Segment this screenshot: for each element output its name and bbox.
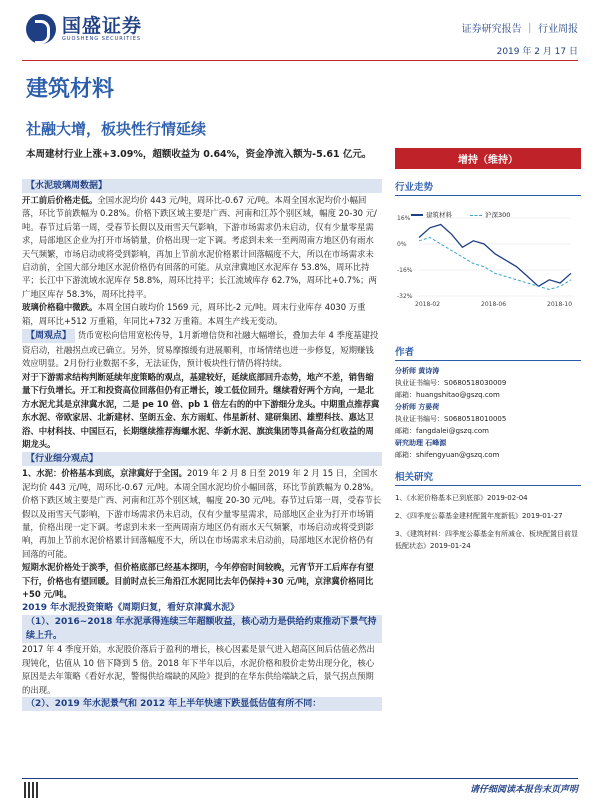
logo-icon	[26, 14, 56, 44]
footer-disclaimer: 请仔细阅读本报告末页声明	[469, 785, 578, 795]
y-tick-label: 16%	[397, 215, 411, 222]
related-list	[395, 492, 581, 552]
strategy-title: 2019 年水泥投资策略《周期归复，看好京津冀水泥》	[22, 603, 240, 614]
report-type: 证券研究报告 ｜ 行业周报	[461, 24, 578, 35]
main-content	[22, 178, 382, 711]
paragraph-weekly-view: 货币宽松向信用宽松传导，1月新增信贷和社融大幅增长，叠加去年 4 季度基建投资启动，社融拐点或已确立。另外，贸易摩擦缓有进展顺利，市场情绪也进一步修复，短期赚钱效应明显。2月份行业数据不多，无法证伪，预计板块性行情仍将持续。	[22, 330, 379, 369]
rating-badge: 增持（维持）	[395, 148, 581, 169]
sidebar	[395, 148, 581, 552]
paragraph-body: 2019 年 2 月 8 日至 2019 年 2 月 15 日，全国水泥均价 443 元/吨，周环比-0.67 元/吨。本周全国水泥均价小幅回落，环比节前跌幅为 0.28%。价格下跌区域主要是广西、河南和江苏个别区域，幅度 20-30 元/吨。春节过后第一周，受春节长假以及雨雪天气影响，下游市场需求仍未启动，仅有少量零星需求，局部地区企业为打开市场销量，价格出现一定下调。考虑到未来一至两周南方地区仍有雨水天气频繁，市场启动或将受到影响，再加上节前水泥价格累计回落幅度不大，所以在市场需求未启动前，局部地区水泥价格仍有回落的可能。	[22, 468, 382, 559]
section-title-weekly-data: 【水泥玻璃周数据】	[22, 179, 382, 193]
company-logo	[26, 14, 142, 44]
series-line-sector	[419, 225, 571, 287]
paragraph-lead: 1、水泥：价格基本到底，京津冀好于全国。	[22, 468, 187, 479]
section-title-segment-view: 【行业细分观点】	[22, 452, 382, 466]
footer-divider	[22, 778, 578, 779]
trend-chart-svg	[395, 196, 581, 316]
y-tick-label: -16%	[397, 267, 413, 274]
series-line-index	[419, 238, 571, 290]
strategy-subtitle-2: （2）、2019 年水泥景气和 2012 年上半年快速下跌显低估值有所不同：	[22, 697, 382, 711]
x-tick-label: 2018-02	[415, 301, 441, 308]
logo-name-cn: 国盛证券	[62, 15, 143, 37]
related-title: 相关研究	[395, 469, 581, 486]
paragraph-cement-outlook: 短期水泥价格处于淡季，但价格底部已经基本探明，今年停窑时间较晚，元宵节开工后库存有望下行，价格也有望回暖。目前时点长三角沿江水泥同比去年仍保持+30 元/吨，京津冀价格同比+50 元/吨。	[22, 562, 374, 599]
related-item[interactable]: 2、《四季度公募基金建材配置年度新低》2019-01-27	[395, 512, 563, 520]
strategy-subtitle-1: （1）、2016~2018 年水泥承得连续三年超额收益，核心动力是供给约束推动下景气持续上升。	[22, 615, 382, 643]
authors-title: 作者	[395, 344, 581, 361]
paragraph-glass-price	[22, 301, 382, 328]
paragraph-body: 全国水泥均价 443 元/吨，周环比-0.67 元/吨。本周全国水泥均价小幅回落，环比节前跌幅为 0.28%。价格下跌区域主要是广西、河南和江苏个别区域，幅度 20-30 元/吨。春节过后第一周，受春节长假以及雨雪天气影响，下游市场需求仍未启动，仅有少量零星需求，局部地区企业为打开市场销量，价格出现一定下调。考虑到未来一至两周南方地区仍有雨水天气频繁，市场启动或将受到影响，再加上节前水泥价格累计回落幅度不大，所以在市场需求未启动前，全国大部分地区水泥价格仍有回落的可能。从京津冀地区水泥库存 53.8%，周环比持平；长江中下游流域水泥库存 58.8%，周环比持平；长江流域库存 62.7%，周环比+0.7%；两广地区库存 58.3%，周环比持平。	[22, 195, 377, 299]
x-tick-label: 2018-10	[547, 301, 573, 308]
paragraph-strategy: 2017 年 4 季度开始，水泥股价落后于盈利的增长，核心因素是景气进入超高区间后估值必然出现钝化，估值从 10 倍下降到 5 倍。2018 年下半年以后，水泥价格和股价走势出现分化，核心原因是去年策略《看好水泥，警惕供给端缺的风险》提到的在华东供给端缺之后，景气拐点预期的出现。	[22, 644, 375, 695]
legend-item-index: 沪深300	[470, 210, 510, 219]
header-divider	[22, 60, 578, 61]
paragraph-lead: 玻璃价格稳中微跌。	[22, 302, 98, 313]
related-item[interactable]: 1、《水泥价格基本已到底部》2019-02-04	[395, 494, 528, 502]
logo-name-en: GUOSHENG SECURITIES	[62, 36, 142, 42]
paragraph-body: 本周全国白玻均价 1569 元，周环比-2 元/吨。周末行业库存 4030 万重箱，周环比+512 万重箱，年同比+732 万重箱。本周生产线无变动。	[22, 302, 366, 326]
y-tick-label: 0%	[397, 241, 407, 248]
paragraph-demand-view: 对于下游需求结构判断延续年度策略的观点，基建较好，延续底部回升态势，地产不差，销售缩量下行负增长。开工和投资高位回落但仍有正增长，竣工低位回升。继续看好两个方向，一是北方水泥尤其是京津冀水泥，二是 pe 10 倍、pb 1 倍左右的的中下游细分龙头。中期重点推荐冀东水泥、帝欧家居、北新建材、坚朗五金、东方雨虹、伟星新材、建研集团、雄塑科技、惠达卫浴、中材科技、中国巨石，长期继续推荐海螺水泥、华新水泥、旗滨集团等具备高分红收益的周期龙头。	[22, 371, 380, 449]
trend-title: 行业走势	[395, 179, 581, 196]
paragraph-lead: 开工前后价格走低。	[22, 195, 98, 205]
y-tick-label: -32%	[397, 293, 413, 300]
report-headline: 社融大增，板块性行情延续	[26, 120, 207, 138]
related-item[interactable]: 3、《建筑材料：四季度公募基金有所减仓、板块配置目前显低配状态》2019-01-24	[395, 530, 578, 550]
qr-code-icon	[24, 782, 40, 798]
summary: 本周建材行业上涨+3.09%，超额收益为 0.64%，资金净流入额为-5.61 亿元。	[26, 149, 372, 160]
trend-chart	[395, 196, 581, 316]
paragraph-cement-price	[22, 194, 382, 301]
report-date: 2019 年 2 月 17 日	[496, 47, 578, 57]
x-tick-label: 2018-06	[481, 301, 507, 308]
industry-title: 建筑材料	[26, 77, 115, 102]
authors-block: 分析师 黄诗涛 执业证书编号：S0680518030009 邮箱：huangshitao@gszq.com 分析师 方晏荷 执业证书编号：S0680518010005 邮箱：fangdalei@gszq.com 研究助理 石峰源 邮箱：shifengyuan@gszq.com	[395, 367, 507, 459]
paragraph-cement-view	[22, 467, 382, 561]
legend-item-sector: 建筑材料	[411, 210, 452, 219]
section-title-weekly-view: 【周观点】	[22, 329, 75, 343]
